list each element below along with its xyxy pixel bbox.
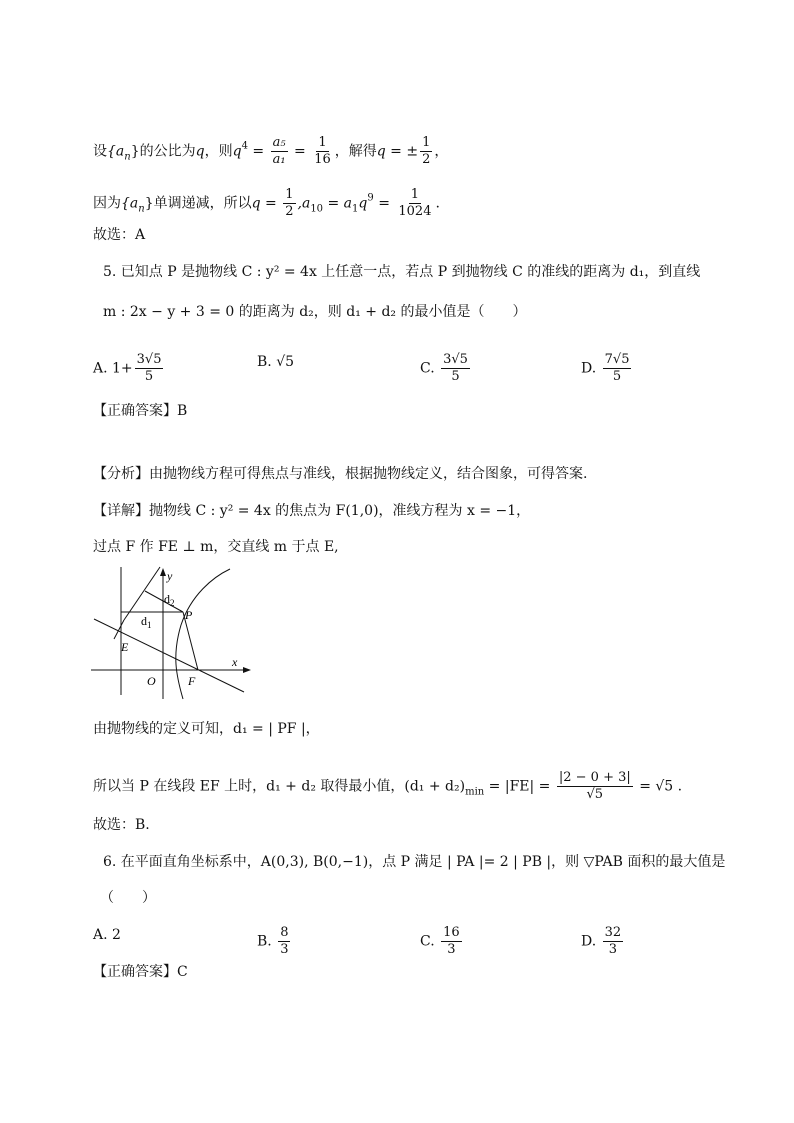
choice-a-line: 故选：A: [93, 227, 146, 243]
fraction: $\frac{1}{16}$: [314, 135, 331, 167]
fraction: $\frac{1}{2}$: [285, 187, 294, 219]
point-p-label: P: [185, 608, 193, 622]
point-f-label: F: [188, 674, 196, 688]
x-axis-label: x: [232, 655, 238, 669]
q5-minimum: 所以当 P 在线段 EF 上时，d₁ + d₂ 取得最小值，$(d_1 + d_2)_{min} = |FE|$ = $\frac{|2 - 0 + 3|}{√5}$ = √5 .: [93, 770, 683, 802]
fraction: $\frac{\text{a₅}}{\text{a₁}}$: [272, 135, 286, 167]
q5-detail: 【详解】抛物线 C : y² = 4x 的焦点为 F(1,0)，准线方程为 x = −1，: [93, 503, 531, 519]
q5-analysis: 【分析】由抛物线方程可得焦点与准线，根据抛物线定义，结合图象，可得答案.: [93, 466, 588, 482]
fraction: $\frac{1}{2}$: [422, 135, 431, 167]
q5-option-c: C. $\frac{3√5}{5}$: [420, 352, 468, 384]
q5-answer: 【正确答案】B: [93, 403, 188, 419]
parabola-figure: [88, 565, 253, 700]
point-e-label: E: [121, 640, 129, 654]
q5-option-a: A. 1+ $\frac{3√5}{5}$: [93, 352, 162, 384]
y-axis-label: y: [167, 569, 173, 583]
d1-label: $d_1$: [141, 614, 152, 630]
q6-option-a: A. 2: [93, 927, 121, 943]
q6-answer: 【正确答案】C: [93, 964, 188, 980]
question-6-line-1: 6. 在平面直角坐标系中，A(0,3), B(0,−1)，点 P 满足 | PA |= 2 | PB |，则 ▽PAB 面积的最大值是: [103, 854, 726, 870]
fraction: $\frac{1}{1024}$: [398, 187, 432, 219]
question-5-line-1: 5. 已知点 P 是抛物线 C : y² = 4x 上任意一点，若点 P 到抛物线 C 的准线的距离为 d₁，到直线: [103, 264, 701, 280]
q5-choose: 故选：B.: [93, 817, 150, 833]
q6-option-d: D. $\frac{32}{3}$: [581, 925, 622, 957]
question-6-line-2: （ ）: [100, 890, 156, 906]
line-common-ratio: 设$\{a_n\}$的公比为q，则$q^4$ = $\frac{\text{a₅}}{\text{a₁}}$ = $\frac{1}{16}$ ，解得q = ± $\frac{1}{2}$ ，: [93, 135, 449, 167]
d2-label: $d_2$: [164, 592, 175, 608]
q5-option-d: D. $\frac{7√5}{5}$: [581, 352, 630, 384]
q5-definition: 由抛物线的定义可知，d₁ = | PF |，: [93, 721, 320, 737]
line-monotone: 因为$\{a_n\}$单调递减，所以q = $\frac{1}{2}$ $,a_{10} = a_1q^9$ = $\frac{1}{1024}$ .: [93, 187, 440, 219]
q6-option-b: B. $\frac{8}{3}$: [257, 925, 289, 957]
origin-label: O: [147, 674, 156, 688]
q5-perpendicular: 过点 F 作 FE ⊥ m，交直线 m 于点 E,: [93, 539, 339, 555]
q6-option-c: C. $\frac{16}{3}$: [420, 925, 460, 957]
question-5-line-2: m : 2x − y + 3 = 0 的距离为 d₂，则 d₁ + d₂ 的最小值是（ ）: [103, 304, 527, 320]
q5-option-b: B. √5: [257, 354, 295, 370]
